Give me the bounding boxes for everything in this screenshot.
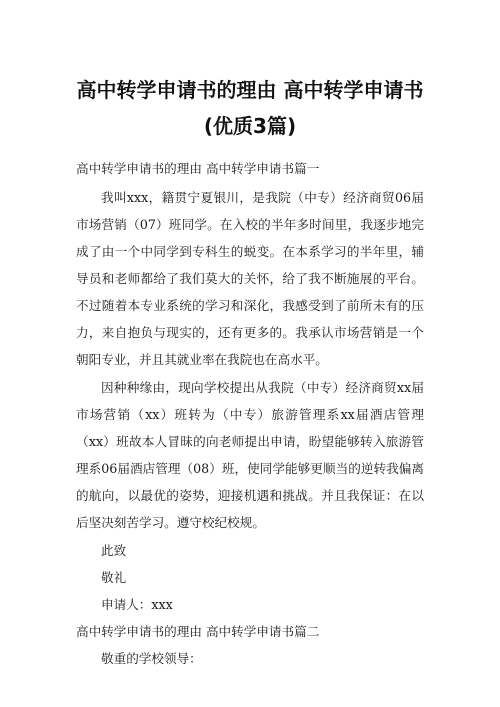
closing-line-1: 此致 [101,543,127,558]
document-title-line2: (优质3篇) [203,114,297,138]
body-paragraph-2: 因种种缘由，现向学校提出从我院（中专）经济商贸xx届市场营销（xx）班转为（中专）旅游管理系xx届酒店管理（xx）班故本人冒昧的向老师提出申请，盼望能够转入旅游管理系06届酒店管理（08）班，使同学能够更顺当的逆转我偏离的航向，以最优的姿势，迎接机遇和挑战。并且我保证：在以后坚决刻苦学习。遵守校纪校规。 [76,380,424,530]
document-title-line1: 高中转学申请书的理由 高中转学申请书 [76,78,424,102]
closing-line-2: 敬礼 [101,570,127,585]
section-heading-2: 高中转学申请书的理由 高中转学申请书篇二 [76,624,320,639]
greeting-line: 敬重的学校领导： [101,651,202,666]
section-heading-1: 高中转学申请书的理由 高中转学申请书篇一 [76,161,320,176]
applicant-line: 申请人：xxx [101,597,173,612]
body-paragraph-1: 我叫xxx，籍贯宁夏银川，是我院（中专）经济商贸06届市场营销（07）班同学。在入校的半年多时间里，我逐步地完成了由一个中同学到专科生的蜕变。在本系学习的半年里，辅导员和老师都给了我们莫大的关怀，给了我不断施展的平台。不过随着本专业系统的学习和深化，我感受到了前所未有的压力，来自抱负与现实的，还有更多的。我承认市场营销是一个朝阳专业，并且其就业率在我院也在高水平。 [76,190,424,367]
